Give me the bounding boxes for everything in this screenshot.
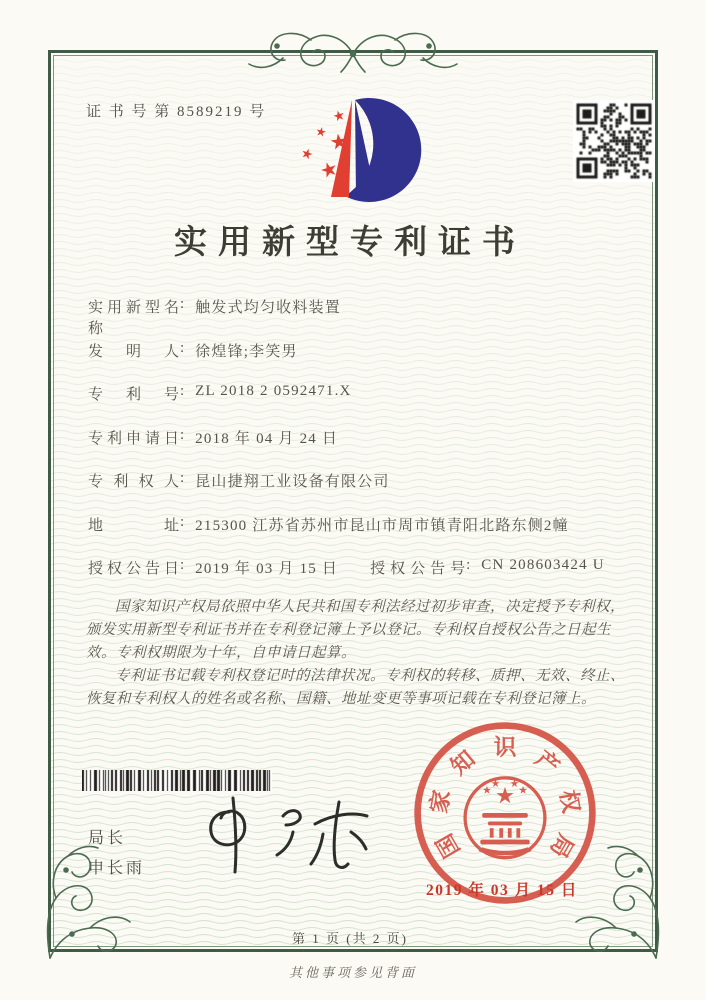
field-value: ZL 2018 2 0592471.X — [195, 383, 352, 399]
field-label: 地址 — [88, 517, 180, 534]
field-row-patentee — [88, 470, 633, 514]
field-value: 2018 年 04 月 24 日 — [195, 430, 339, 447]
field-value: CN 208603424 U — [481, 557, 605, 573]
field-value: 2019 年 03 月 15 日 — [195, 561, 339, 577]
field-label: 授权公告日 — [88, 561, 180, 577]
field-list — [88, 296, 633, 601]
bottom-right-corner-ornament-icon — [574, 842, 670, 960]
director-signature — [195, 792, 380, 880]
field-row-name — [88, 296, 633, 340]
seal-date: 2019 年 03 月 15 日 — [426, 882, 578, 899]
field-colon: : — [180, 470, 186, 486]
svg-text:识: 识 — [493, 734, 517, 760]
national-emblem-icon — [465, 778, 545, 858]
svg-text:产: 产 — [530, 745, 564, 780]
field-colon: : — [180, 296, 186, 312]
field-label: 专利申请日 — [88, 430, 180, 447]
cnipa-logo-icon — [281, 94, 433, 204]
svg-text:国: 国 — [431, 829, 465, 862]
field-value: 徐煌锋;李笑男 — [195, 343, 298, 360]
page-indicator: 第 1 页 (共 2 页) — [292, 931, 408, 946]
field-colon: : — [180, 513, 186, 530]
bottom-left-corner-ornament-icon — [36, 842, 132, 960]
field-colon: : — [180, 426, 186, 443]
field-row-address — [88, 514, 633, 558]
field-colon: : — [180, 383, 186, 399]
legal-text — [86, 596, 634, 711]
field-row-filing-date — [88, 427, 633, 471]
field-group-grant-number — [370, 557, 605, 578]
field-value: 昆山捷翔工业设备有限公司 — [195, 474, 390, 490]
legal-paragraph-1: 国家知识产权局依照中华人民共和国专利法经过初步审查，决定授予专利权，颁发实用新型专利证书并在专利登记簿上予以登记。专利权自授权公告之日起生效。专利权期限为十年，自申请日起算。 — [86, 599, 625, 661]
legal-paragraph-2: 专利证书记载专利权登记时的法律状况。专利权的转移、质押、无效、终止、恢复和专利权人的姓名或名称、国籍、地址变更等事项记载在专利登记簿上。 — [86, 668, 625, 707]
signer-title: 局长 — [88, 830, 127, 847]
field-row-inventors — [88, 340, 633, 384]
field-label: 发明人 — [88, 343, 180, 360]
top-border-ornament-icon — [233, 24, 473, 82]
field-value: 触发式均匀收料装置 — [195, 300, 341, 316]
field-label: 专利权人 — [88, 474, 180, 490]
field-colon: : — [180, 557, 186, 573]
field-label: 实用新型名称 — [88, 300, 180, 337]
svg-text:权: 权 — [555, 788, 584, 816]
certificate-number: 证 书 号 第 8589219 号 — [86, 104, 267, 120]
field-colon: : — [180, 339, 186, 356]
field-label: 授权公告号 — [370, 561, 467, 577]
field-row-grant-date — [88, 557, 633, 601]
svg-text:知: 知 — [446, 745, 480, 780]
svg-text:家: 家 — [426, 788, 455, 816]
barcode — [82, 770, 272, 791]
signer-name: 申长雨 — [88, 860, 146, 877]
field-row-patent-number — [88, 383, 633, 427]
certificate-title: 实用新型专利证书 — [174, 225, 526, 261]
svg-text:局: 局 — [545, 829, 579, 862]
field-label: 专利号 — [88, 387, 180, 403]
field-value: 215300 江苏省苏州市昆山市周市镇青阳北路东侧2幢 — [195, 517, 569, 534]
field-colon: : — [466, 557, 472, 573]
qr-code — [573, 100, 655, 182]
back-side-note: 其他事项参见背面 — [288, 965, 417, 980]
